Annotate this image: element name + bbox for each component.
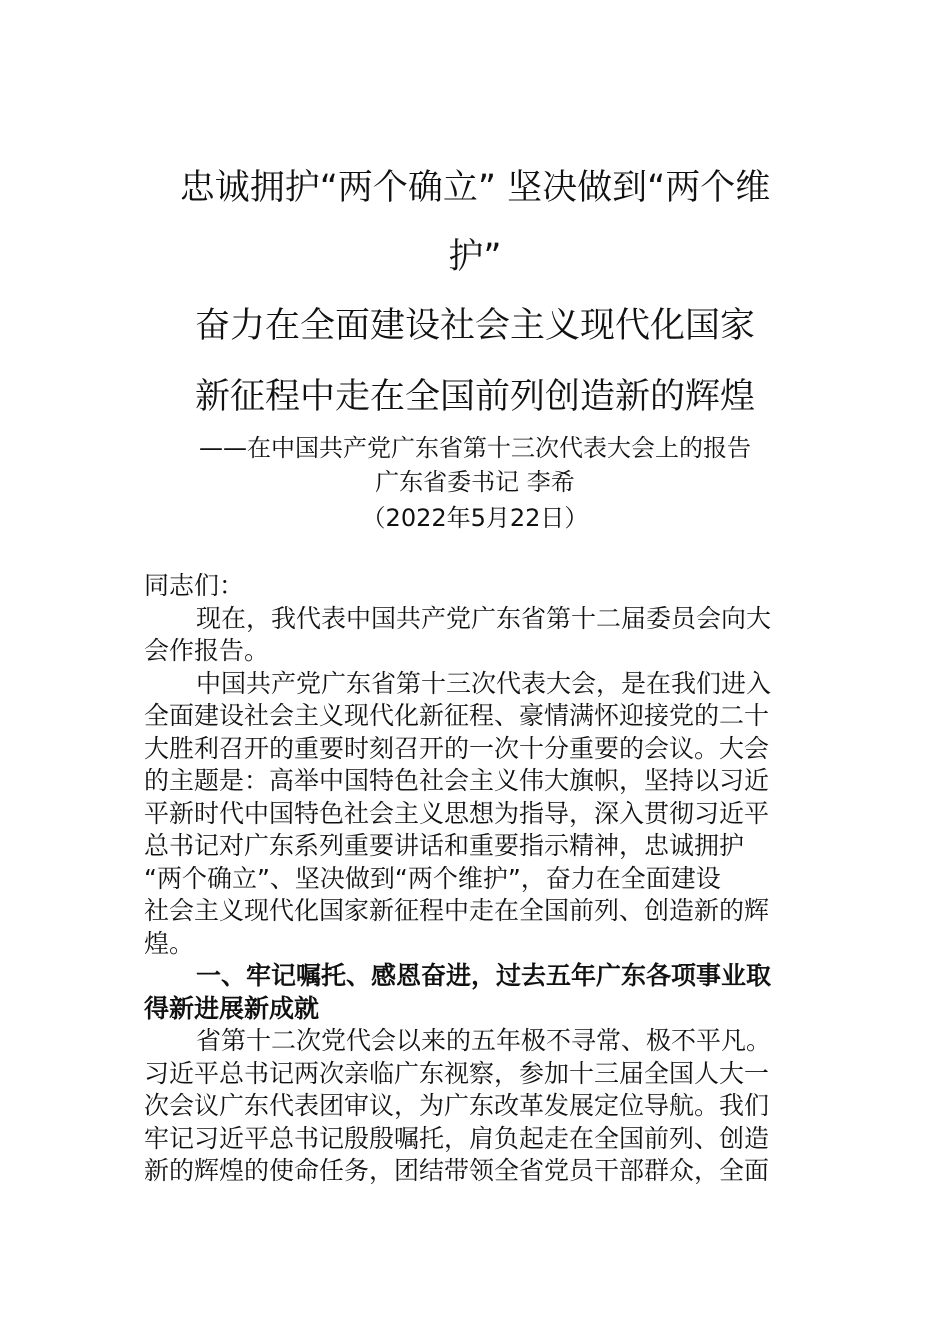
paragraph-3-line: 牢记习近平总书记殷殷嘱托，肩负起走在全国前列、创造 — [144, 1123, 770, 1153]
paragraph-2-line: 社会主义现代化国家新征程中走在全国前列、创造新的辉 — [144, 896, 770, 925]
paragraph-3-line: 省第十二次党代会以来的五年极不寻常、极不平凡。 — [196, 1026, 772, 1055]
section-heading-line: 一、牢记嘱托、感恩奋进，过去五年广东各项事业取 — [196, 961, 772, 990]
paragraph-2-line: 中国共产党广东省第十三次代表大会，是在我们进入 — [196, 668, 772, 698]
paragraph-2-line: 大胜利召开的重要时刻召开的一次十分重要的会议。大会 — [144, 733, 770, 763]
paragraph-1-line: 现在，我代表中国共产党广东省第十二届委员会向大 — [196, 603, 772, 633]
paragraph-2-line: 煌。 — [144, 928, 195, 958]
author-line: 广东省委书记 李希 — [375, 468, 575, 496]
subtitle: ——在中国共产党广东省第十三次代表大会上的报告 — [199, 434, 751, 462]
section-heading-line: 得新进展新成就 — [144, 993, 320, 1023]
paragraph-3-line: 次会议广东代表团审议，为广东改革发展定位导航。我们 — [144, 1091, 770, 1120]
salutation: 同志们： — [144, 571, 245, 600]
title-line-4: 新征程中走在全国前列创造新的辉煌 — [194, 377, 755, 417]
paragraph-2-line: 平新时代中国特色社会主义思想为指导，深入贯彻习近平 — [144, 798, 770, 828]
paragraph-2-line: 全面建设社会主义现代化新征程、豪情满怀迎接党的二十 — [144, 701, 770, 730]
paragraph-3-line: 习近平总书记两次亲临广东视察，参加十三届全国人大一 — [144, 1058, 770, 1088]
paragraph-3-line: 新的辉煌的使命任务，团结带领全省党员干部群众，全面 — [144, 1156, 770, 1185]
paragraph-2-line: “两个确立”、坚决做到“两个维护”，奋力在全面建设 — [144, 863, 721, 893]
title-line-1: 忠诚拥护“两个确立” 坚决做到“两个维 — [179, 168, 771, 208]
paragraph-1-line: 会作报告。 — [144, 636, 270, 665]
report-body — [144, 570, 809, 1188]
paragraph-2-line: 的主题是：高举中国特色社会主义伟大旗帜，坚持以习近 — [144, 766, 770, 795]
date-line: （2022年5月22日） — [361, 504, 589, 532]
title-line-3: 奋力在全面建设社会主义现代化国家 — [194, 306, 755, 346]
title-line-2: 护” — [448, 237, 502, 277]
paragraph-2-line: 总书记对广东系列重要讲话和重要指示精神，忠诚拥护 — [144, 831, 745, 860]
